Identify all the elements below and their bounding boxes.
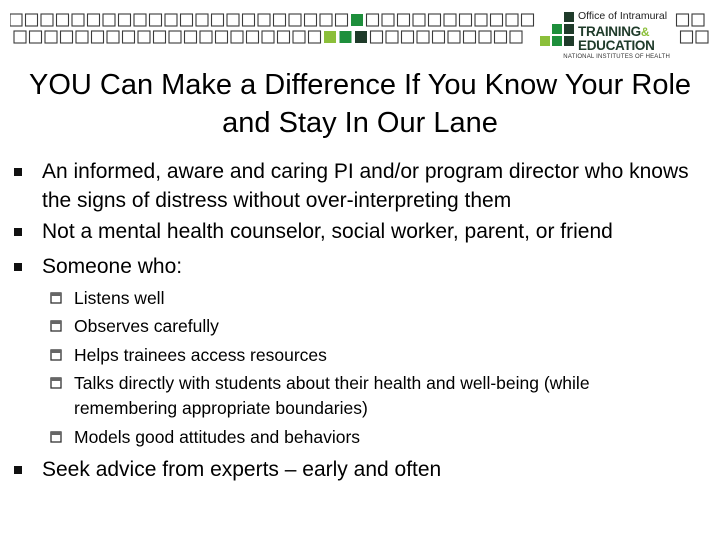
header-square [475, 14, 487, 26]
header-square [216, 31, 228, 43]
header-square [92, 31, 104, 43]
header-square [510, 31, 522, 43]
header-square [185, 31, 197, 43]
checkbox-bullet-icon [50, 349, 62, 361]
header-square [336, 14, 348, 26]
header-square [14, 31, 26, 43]
sub-bullet-text: Observes carefully [74, 316, 219, 336]
header-square [495, 31, 507, 43]
header-square [103, 14, 115, 26]
header-square [212, 14, 224, 26]
header-square [402, 31, 414, 43]
checkbox-bullet-icon [50, 292, 62, 304]
sub-bullet-text: Listens well [74, 288, 165, 308]
square-bullet-icon [14, 168, 22, 176]
slide-title: YOU Can Make a Difference If You Know Your Role and Stay In Our Lane [28, 69, 692, 139]
header-square [681, 31, 693, 43]
header-square [367, 14, 379, 26]
header-square [506, 14, 518, 26]
header-square [522, 14, 534, 26]
header-square [72, 14, 84, 26]
bullet-text: An informed, aware and caring PI and/or program director who knows the signs of distress without over-interpreting them [42, 160, 689, 212]
header-square [119, 14, 131, 26]
header-square [491, 14, 503, 26]
logo-education-text: EDUCATION [578, 38, 655, 53]
header-square [278, 31, 290, 43]
header-square [169, 31, 181, 43]
header-square [398, 14, 410, 26]
header-square [433, 31, 445, 43]
header-square [324, 31, 336, 43]
header-square [274, 14, 286, 26]
header-square [320, 14, 332, 26]
header-square [464, 31, 476, 43]
header-square [417, 31, 429, 43]
header-square [107, 31, 119, 43]
logo-office-text: Office of Intramural [578, 10, 668, 22]
header-square [293, 31, 305, 43]
header-square [262, 31, 274, 43]
oite-logo [534, 10, 670, 62]
header-square [138, 31, 150, 43]
header-square [429, 14, 441, 26]
header-square [76, 31, 88, 43]
sub-bullet-text: Models good attitudes and behaviors [74, 427, 361, 447]
header-square [181, 14, 193, 26]
header-square [309, 31, 321, 43]
header-square [134, 14, 146, 26]
header-square [692, 14, 704, 26]
sub-bullet-text: Talks directly with students about their health and well-being (while remembering appropriate boundaries) [74, 373, 590, 418]
header-square [150, 14, 162, 26]
header-square [460, 14, 472, 26]
header-square [371, 31, 383, 43]
header-square [340, 31, 352, 43]
header-square [696, 31, 708, 43]
header-square [444, 14, 456, 26]
square-bullet-icon [14, 466, 22, 474]
header-square [231, 31, 243, 43]
checkbox-bullet-icon [50, 320, 62, 332]
header-square [165, 14, 177, 26]
header-square [30, 31, 42, 43]
header-square [382, 14, 394, 26]
square-bullet-icon [14, 228, 22, 236]
header-square [247, 31, 259, 43]
sub-bullet-text: Helps trainees access resources [74, 345, 327, 365]
header-square [479, 31, 491, 43]
header-square [413, 14, 425, 26]
header-square [227, 14, 239, 26]
header-square [243, 14, 255, 26]
header-square [677, 14, 689, 26]
header-square [88, 14, 100, 26]
bullet-text: Someone who: [42, 255, 183, 278]
logo-ampersand: & [640, 25, 650, 39]
header-square [289, 14, 301, 26]
square-bullet-icon [14, 263, 22, 271]
header-square [200, 31, 212, 43]
header-square [154, 31, 166, 43]
header-square [45, 31, 57, 43]
header-square [386, 31, 398, 43]
header-square [10, 14, 22, 26]
header-square [57, 14, 69, 26]
logo-squares-icon [534, 10, 578, 54]
checkbox-bullet-icon [50, 377, 62, 389]
header-square [41, 14, 53, 26]
header-square [196, 14, 208, 26]
header-square [355, 31, 367, 43]
bullet-text: Not a mental health counselor, social worker, parent, or friend [42, 220, 613, 243]
bullet-text: Seek advice from experts – early and often [42, 458, 442, 481]
header-square [351, 14, 363, 26]
header-square [258, 14, 270, 26]
checkbox-bullet-icon [50, 431, 62, 443]
logo-training-text [578, 24, 649, 39]
logo-nih-text: NATIONAL INSTITUTES OF HEALTH [563, 54, 670, 60]
header-square [123, 31, 135, 43]
header-square [305, 14, 317, 26]
logo-training-word: TRAINING [578, 24, 641, 39]
header-square [448, 31, 460, 43]
header-square [26, 14, 38, 26]
header-square [61, 31, 73, 43]
